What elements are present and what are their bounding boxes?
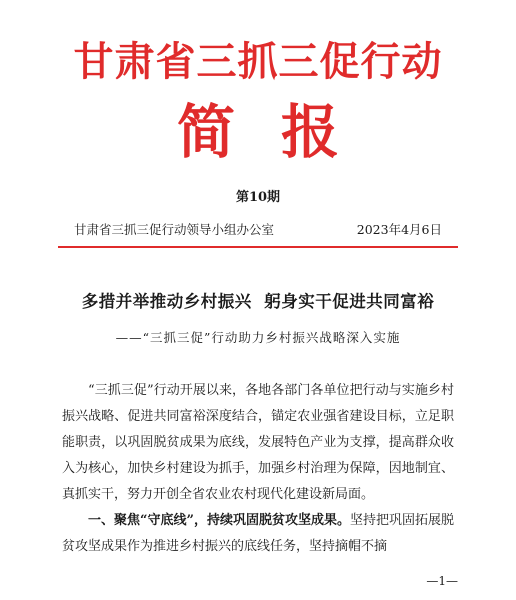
issue-date: 2023年4月6日: [356, 222, 442, 237]
article-title: 多措并举推动乡村振兴 躬身实干促进共同富裕: [81, 292, 435, 311]
issue-number: 第10期: [235, 190, 281, 205]
header-line: [74, 220, 442, 238]
red-divider: [58, 246, 458, 248]
section-text: 坚持把巩固拓展脱贫攻坚成果作为推进乡村振兴的底线任务，坚持摘帽不摘: [62, 513, 454, 554]
masthead-title: 甘肃省三抓三促行动: [73, 39, 443, 85]
article-subtitle: ——“三抓三促”行动助力乡村振兴战略深入实施: [115, 330, 401, 345]
page-number: —1—: [426, 574, 458, 588]
article-body: [62, 378, 454, 560]
section-heading: 一、聚焦“守底线”，持续巩固脱贫攻坚成果。: [88, 513, 350, 528]
issuing-org: 甘肃省三抓三促行动领导小组办公室: [74, 222, 275, 237]
masthead-subtitle: 简报: [176, 98, 385, 166]
paragraph-section-1: [62, 508, 454, 560]
paragraph-intro: “三抓三促”行动开展以来，各地各部门各单位把行动与实施乡村振兴战略、促进共同富裕深度结合，锚定农业强省建设目标，立足职能职责，以巩固脱贫成果为底线，发展特色产业为支撑，提高群众收入为核心，加快乡村建设为抓手，加强乡村治理为保障，因地制宜、真抓实干，努力开创全省农业农村现代化建设新局面。: [62, 383, 454, 502]
